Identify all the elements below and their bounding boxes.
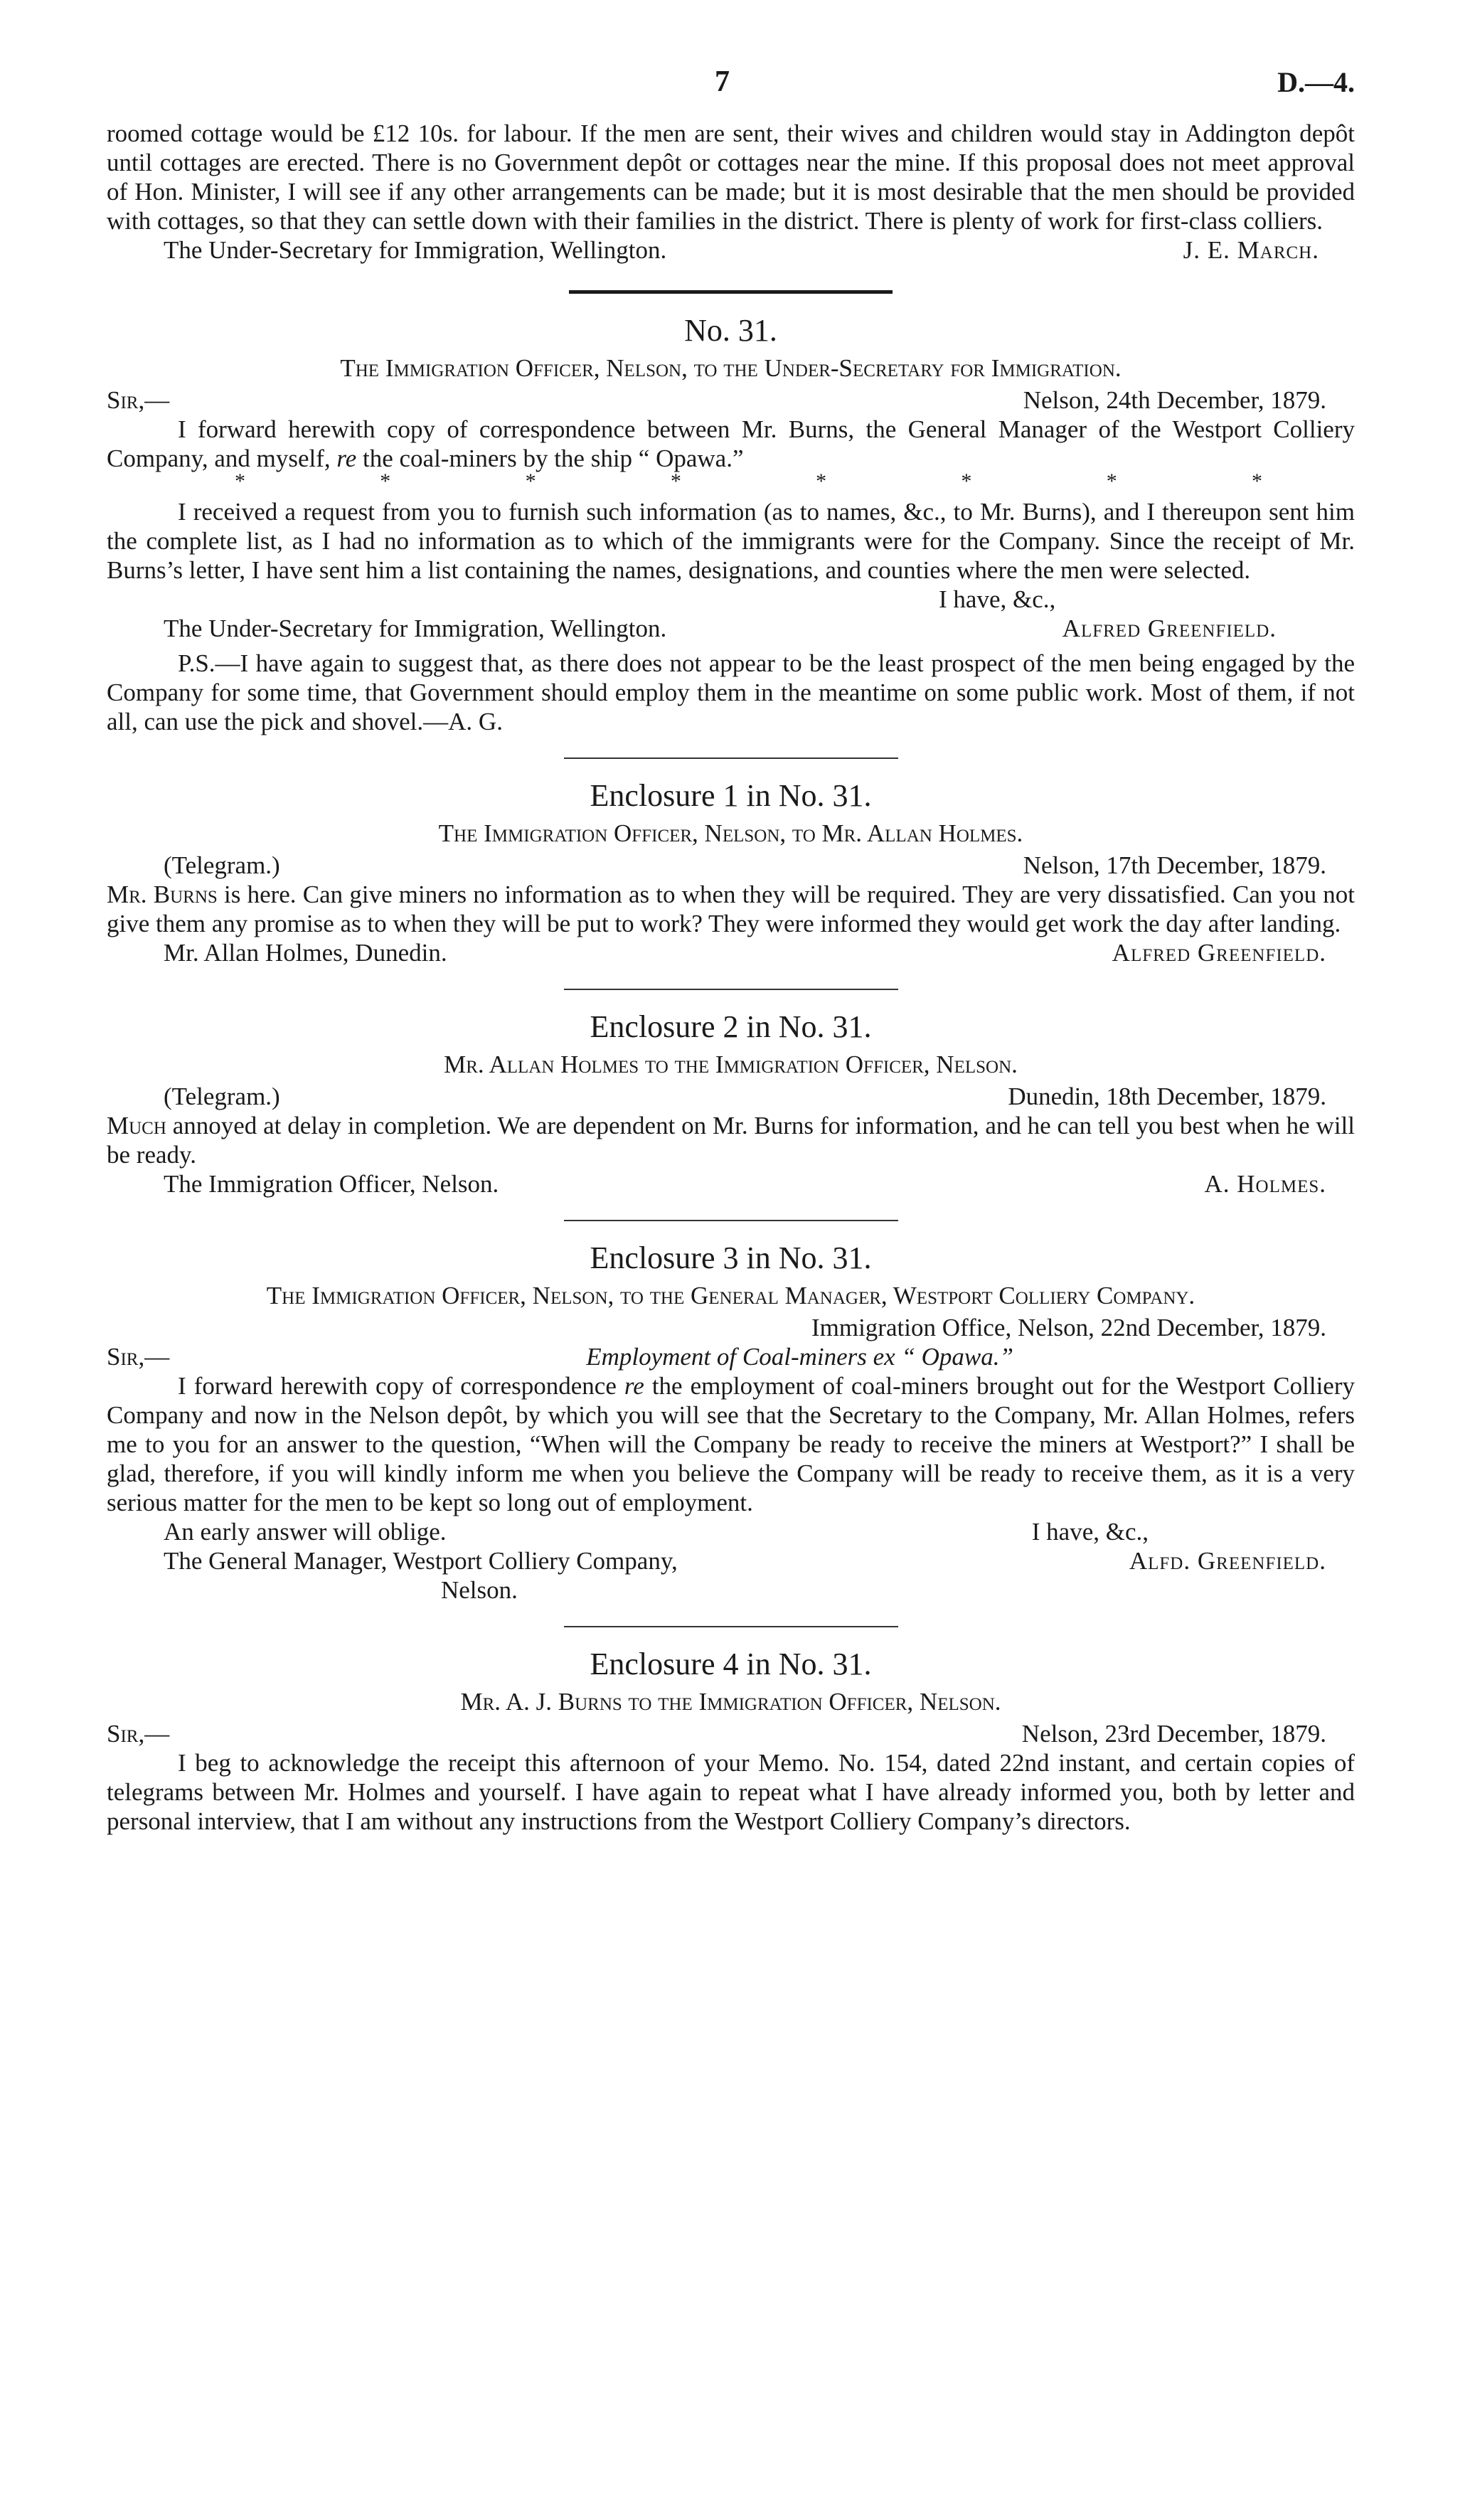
enclosure-3	[107, 1240, 1355, 1605]
telegram-row	[107, 851, 1355, 880]
lead-word: Mr. Burns	[107, 881, 218, 908]
salutation-row	[107, 1719, 1355, 1748]
text-run: the employment of coal-miners brought out for the Westport Colliery Company and now in the Nelson depôt, by which you will see that the Secretary to the Company, Mr. Allan Holmes, refers me to you for an answer to the question, “When will the Company be ready to receive the miners at Westport?” I shall be glad, therefore, if you will kindly inform me when you believe the Company will be ready to receive them, as it is a very serious matter for the men to be kept so long out of employment.	[107, 1372, 1355, 1516]
section-divider	[564, 1626, 898, 1627]
enclosure-heading: Enclosure 2 in No. 31.	[590, 1009, 872, 1044]
star: *	[961, 469, 972, 493]
text-run: is here. Can give miners no information as to when they will be required. They are very dissatisfied. Can you not give them any promise as to when they will be put to work? They were informed they would get work the day after landing.	[107, 881, 1356, 937]
star: *	[1106, 469, 1117, 493]
letter-date: Nelson, 23rd December, 1879.	[1021, 1720, 1326, 1748]
star: *	[816, 469, 827, 493]
star: *	[1251, 469, 1262, 493]
letter-heading: No. 31.	[684, 313, 777, 348]
signature: Alfred Greenfield.	[1112, 939, 1326, 967]
enclosure-subhead: Mr. Allan Holmes to the Immigration Officer, Nelson.	[444, 1051, 1018, 1078]
addressee-location: Nelson.	[441, 1576, 518, 1604]
signature-row	[107, 1546, 1355, 1575]
enclosure-subhead: Mr. A. J. Burns to the Immigration Officer, Nelson.	[460, 1688, 1001, 1716]
star: *	[235, 469, 245, 493]
enclosure-body	[107, 880, 1355, 938]
signature-row	[107, 1169, 1355, 1198]
enclosure-heading: Enclosure 3 in No. 31.	[590, 1240, 872, 1275]
text-run: annoyed at delay in completion. We are dependent on Mr. Burns for information, and he can tell you best when he will be ready.	[107, 1112, 1355, 1169]
salutation-row	[107, 386, 1355, 415]
closing: I have, &c.,	[1031, 1518, 1149, 1546]
text-run-italic: re	[624, 1372, 644, 1400]
star: *	[525, 469, 536, 493]
intro-signature-row	[107, 235, 1355, 265]
lead-word: Much	[107, 1112, 166, 1139]
page-number: 7	[715, 65, 730, 98]
salutation: Sir,—	[107, 1343, 170, 1371]
telegram-label: (Telegram.)	[164, 851, 280, 879]
page-header	[107, 65, 1355, 119]
early-answer: An early answer will oblige.	[164, 1518, 447, 1546]
letter-paragraph	[107, 1371, 1355, 1517]
signature-row	[107, 614, 1355, 643]
letter-no-31	[107, 312, 1355, 736]
signature-row	[107, 938, 1355, 967]
closing: I have, &c.,	[939, 585, 1056, 613]
addressee: The General Manager, Westport Colliery Company,	[164, 1547, 678, 1575]
document-reference: D.—4.	[1277, 66, 1355, 98]
text-run-italic: re	[336, 445, 357, 472]
signature: A. Holmes.	[1204, 1170, 1326, 1198]
signature: Alfred Greenfield.	[1062, 615, 1277, 642]
salutation-row	[107, 1342, 1355, 1371]
salutation: Sir,—	[107, 1720, 170, 1748]
letter-subhead: The Immigration Officer, Nelson, to the Under-Secretary for Immigration.	[340, 354, 1122, 382]
text-run: I forward herewith copy of correspondence between Mr. Burns, the General Manager of the Westport Colliery Company, and myself,	[107, 415, 1355, 472]
document-page	[107, 65, 1356, 1836]
section-divider	[564, 757, 898, 759]
star: *	[670, 469, 681, 493]
omission-stars	[107, 469, 1355, 493]
signature: Alfd. Greenfield.	[1129, 1547, 1326, 1575]
enclosure-1	[107, 777, 1355, 967]
enclosure-4	[107, 1646, 1355, 1836]
enclosure-body	[107, 1111, 1355, 1169]
enclosure-heading: Enclosure 1 in No. 31.	[590, 778, 872, 813]
letter-subject: Employment of Coal-miners ex “ Opawa.”	[586, 1343, 1013, 1371]
telegram-row	[107, 1082, 1355, 1111]
letter-paragraph: I beg to acknowledge the receipt this afternoon of your Memo. No. 154, dated 22nd instant, and certain copies of telegrams between Mr. Holmes and yourself. I have again to repeat what I have already informed you, both by letter and personal interview, that I am without any instructions from the Westport Colliery Company’s directors.	[107, 1749, 1355, 1835]
intro-addressee: The Under-Secretary for Immigration, Wellington.	[164, 236, 667, 264]
enclosure-date: Dunedin, 18th December, 1879.	[1008, 1083, 1326, 1110]
addressee: Mr. Allan Holmes, Dunedin.	[164, 939, 447, 967]
enclosure-date: Nelson, 17th December, 1879.	[1023, 851, 1326, 879]
section-divider	[569, 290, 893, 294]
enclosure-2	[107, 1009, 1355, 1198]
salutation: Sir,—	[107, 386, 170, 414]
enclosure-subhead: The Immigration Officer, Nelson, to Mr. Allan Holmes.	[438, 819, 1023, 847]
letter-paragraph: I received a request from you to furnish such information (as to names, &c., to Mr. Burns), and I thereupon sent him the complete list, as I had no information as to which of the immigrants were for the Company. Since the receipt of Mr. Burns’s letter, I have sent him a list containing the names, designations, and counties where the men were selected.	[107, 498, 1355, 584]
enclosure-heading: Enclosure 4 in No. 31.	[590, 1647, 872, 1681]
telegram-label: (Telegram.)	[164, 1083, 280, 1110]
letter-paragraph	[107, 415, 1355, 473]
section-divider	[564, 1220, 898, 1221]
closing-row	[107, 1517, 1355, 1546]
enclosure-subhead: The Immigration Officer, Nelson, to the General Manager, Westport Colliery Company.	[266, 1282, 1195, 1309]
section-divider	[564, 989, 898, 990]
addressee: The Immigration Officer, Nelson.	[164, 1170, 499, 1198]
star: *	[380, 469, 391, 493]
intro-signature: J. E. March.	[1183, 236, 1319, 264]
text-run: the coal-miners by the ship “ Opawa.”	[356, 445, 744, 472]
postscript: P.S.—I have again to suggest that, as there does not appear to be the least prospect of the men being engaged by the Company for some time, that Government should employ them in the meantime on some public work. Most of them, if not all, can use the pick and shovel.—A. G.	[107, 649, 1355, 735]
addressee: The Under-Secretary for Immigration, Wellington.	[164, 615, 667, 642]
enclosure-date: Immigration Office, Nelson, 22nd December, 1879.	[811, 1314, 1326, 1341]
text-run: I forward herewith copy of correspondence	[178, 1372, 624, 1400]
intro-paragraph: roomed cottage would be £12 10s. for labour. If the men are sent, their wives and children would stay in Addington depôt until cottages are erected. There is no Government depôt or cottages near the mine. If this proposal does not meet approval of Hon. Minister, I will see if any other arrangements can be made; but it is most desirable that the men should be provided with cottages, so that they can settle down with their families in the district. There is plenty of work for first-class colliers.	[107, 119, 1355, 235]
letter-date: Nelson, 24th December, 1879.	[1023, 386, 1326, 414]
intro-letter	[107, 119, 1355, 265]
